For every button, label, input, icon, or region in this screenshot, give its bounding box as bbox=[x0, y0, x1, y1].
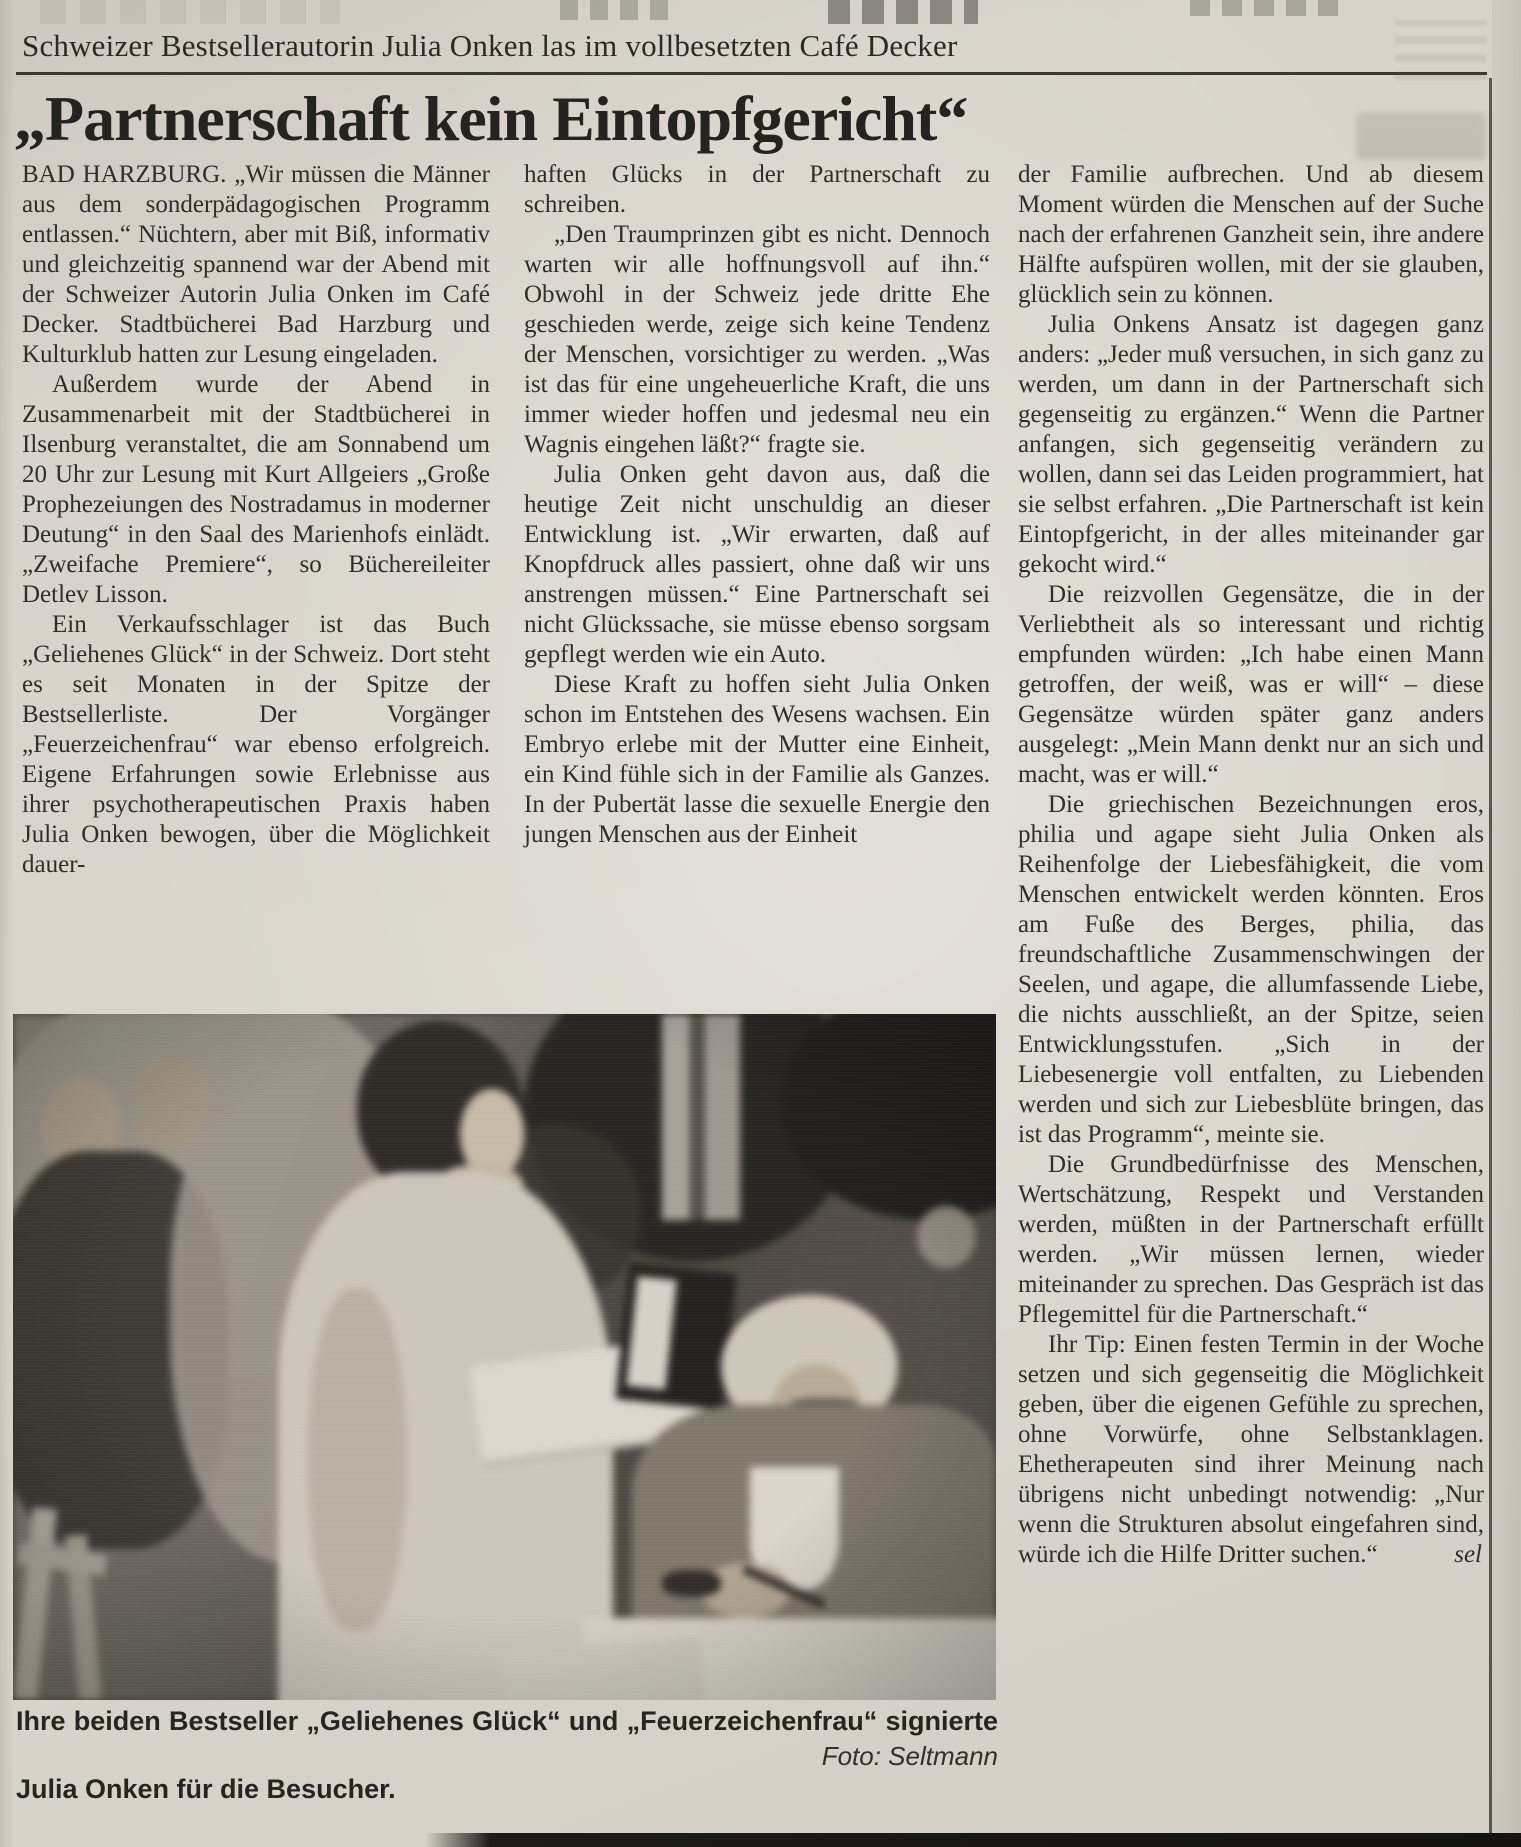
article-column-2 bbox=[524, 160, 990, 850]
bleedthrough-smudge bbox=[560, 0, 680, 20]
paragraph: haften Glücks in der Partnerschaft zu schreiben. bbox=[524, 161, 990, 218]
bottom-scan-black-bar bbox=[425, 1833, 1521, 1847]
column-divider-rule bbox=[1489, 78, 1492, 1847]
article-column-3 bbox=[1018, 160, 1484, 1570]
paragraph: Die griechischen Bezeichnungen eros, philia und agape sieht Julia Onken als Reihenfolge der Liebesfähigkeit, die vom Menschen entwickelt werden könnten. Eros am Fuße des Berges, philia, das freundschaftliche Zusammenschwingen der Seelen, und agape, die allumfassende Liebe, die nichts ausschließt, an der Spitze, seien Entwicklungsstufen. „Sich in der Liebesenergie voll entfalten, zu Liebenden werden und sich zur Liebesblüte bringen, das ist das Programm“, meinte sie. bbox=[1018, 791, 1484, 1148]
paragraph: Außerdem wurde der Abend in Zusammenarbeit mit der Stadtbücherei in Ilsenburg veranstaltet, die am Sonnabend um 20 Uhr zur Lesung mit Kurt Allgeiers „Große Prophezeiungen des Nostradamus in moderner Deutung“ in den Saal des Marienhofs einlädt. „Zweifache Premiere“, so Büchereileiter Detlev Lisson. bbox=[22, 371, 490, 608]
article-column-1 bbox=[22, 160, 490, 880]
bleedthrough-smudge bbox=[828, 0, 978, 24]
paragraph: Ein Verkaufsschlager ist das Buch „Geliehenes Glück“ in der Schweiz. Dort steht es seit Monaten in der Spitze der Bestsellerliste. Der Vorgänger „Feuerzeichenfrau“ war ebenso erfolgreich. Eigene Erfahrungen sowie Erlebnisse aus ihrer psychotherapeutischen Praxis haben Julia Onken bewogen, über die Möglichkeit dauer- bbox=[22, 611, 490, 878]
paragraph: Julia Onken geht davon aus, daß die heutige Zeit nicht unschuldig an dieser Entwicklung ist. „Wir erwarten, daß auf Knopfdruck alles passiert, ohne daß wir uns anstrengen müssen.“ Eine Partnerschaft sei nicht Glückssache, sie müsse ebenso sorgsam gepflegt werden wie ein Auto. bbox=[524, 461, 990, 668]
paragraph: BAD HARZBURG. „Wir müssen die Männer aus dem sonderpädagogischen Programm entlassen.“ Nüchtern, aber mit Biß, informativ und gleichzeitig spannend war der Abend mit der Schweizer Autorin Julia Onken im Café Decker. Stadtbücherei Bad Harzburg und Kulturklub hatten zur Lesung eingeladen. bbox=[22, 161, 490, 368]
page-left-edge-shadow bbox=[0, 0, 14, 1847]
caption-line-1: Ihre beiden Bestseller „Geliehenes Glück“ und „Feuerzeichenfrau“ signierte bbox=[16, 1706, 998, 1736]
headline: „Partnerschaft kein Eintopfgericht“ bbox=[14, 83, 968, 154]
article-photo-book-signing bbox=[13, 1014, 996, 1700]
bleedthrough-smudge bbox=[1190, 0, 1340, 16]
paragraph: Ihr Tip: Einen festen Termin in der Woche setzen und sich gegenseitig die Möglichkeit geben, über die eigenen Gefühle zu sprechen, ohne Vorwürfe, ohne Selbstanklagen. Ehetherapeuten sind ihrer Meinung nach übrigens nicht unbedingt notwendig: „Nur wenn die Strukturen absolut eingefahren sind, würde ich die Hilfe Dritter suchen.“ bbox=[1018, 1331, 1484, 1568]
page-right-margin-shadow bbox=[1492, 0, 1521, 1847]
photo-credit: Foto: Seltmann bbox=[821, 1741, 998, 1771]
caption-line-2: Julia Onken für die Besucher. bbox=[16, 1774, 396, 1804]
paragraph: „Den Traumprinzen gibt es nicht. Dennoch warten wir alle hoffnungsvoll auf ihn.“ Obwohl in der Schweiz jede dritte Ehe geschieden werde, zeige sich keine Tendenz der Menschen, vorsichtiger zu werden. „Was ist das für eine ungeheuerliche Kraft, die uns immer wieder hoffen und jedesmal neu ein Wagnis eingehen läßt?“ fragte sie. bbox=[524, 221, 990, 458]
paragraph: der Familie aufbrechen. Und ab diesem Moment würden die Menschen auf der Suche nach der erfahrenen Ganzheit sein, ihre andere Hälfte aufspüren wollen, mit der sie glauben, glücklich sein zu können. bbox=[1018, 161, 1484, 308]
kicker-underline-rule bbox=[16, 72, 1487, 75]
photo-caption bbox=[16, 1704, 998, 1805]
author-signature: sel bbox=[1454, 1541, 1482, 1568]
kicker: Schweizer Bestsellerautorin Julia Onken las im vollbesetzten Café Decker bbox=[22, 28, 958, 63]
paragraph: Die reizvollen Gegensätze, die in der Verliebtheit als so interessant und richtig empfunden würden: „Ich habe einen Mann getroffen, der weiß, was er will“ – diese Gegensätze würden später ganz anders ausgelegt: „Mein Mann denkt nur an sich und macht, was er will.“ bbox=[1018, 581, 1484, 788]
bleedthrough-smudge bbox=[40, 0, 340, 24]
photo-vignette bbox=[13, 1014, 996, 1700]
paragraph: Die Grundbedürfnisse des Menschen, Wertschätzung, Respekt und Verstanden werden, müßten in der Partnerschaft erfüllt werden. „Wir müssen lernen, wieder miteinander zu sprechen. Das Gespräch ist das Pflegemittel für die Partnerschaft.“ bbox=[1018, 1151, 1484, 1328]
paragraph: Diese Kraft zu hoffen sieht Julia Onken schon im Entstehen des Wesens wachsen. Ein Embryo erlebe mit der Mutter eine Einheit, ein Kind fühle sich in der Familie als Ganzes. In der Pubertät lasse die sexuelle Energie den jungen Menschen aus der Einheit bbox=[524, 671, 990, 848]
paragraph: Julia Onkens Ansatz ist dagegen ganz anders: „Jeder muß versuchen, in sich ganz zu werden, um dann in der Partnerschaft sich gegenseitig zu ergänzen.“ Wenn die Partner anfangen, sich gegenseitig verändern zu wollen, dann sei das Leiden programmiert, hat sie selbst erfahren. „Die Partnerschaft ist kein Eintopfgericht, in der alles miteinander gar gekocht wird.“ bbox=[1018, 311, 1484, 578]
